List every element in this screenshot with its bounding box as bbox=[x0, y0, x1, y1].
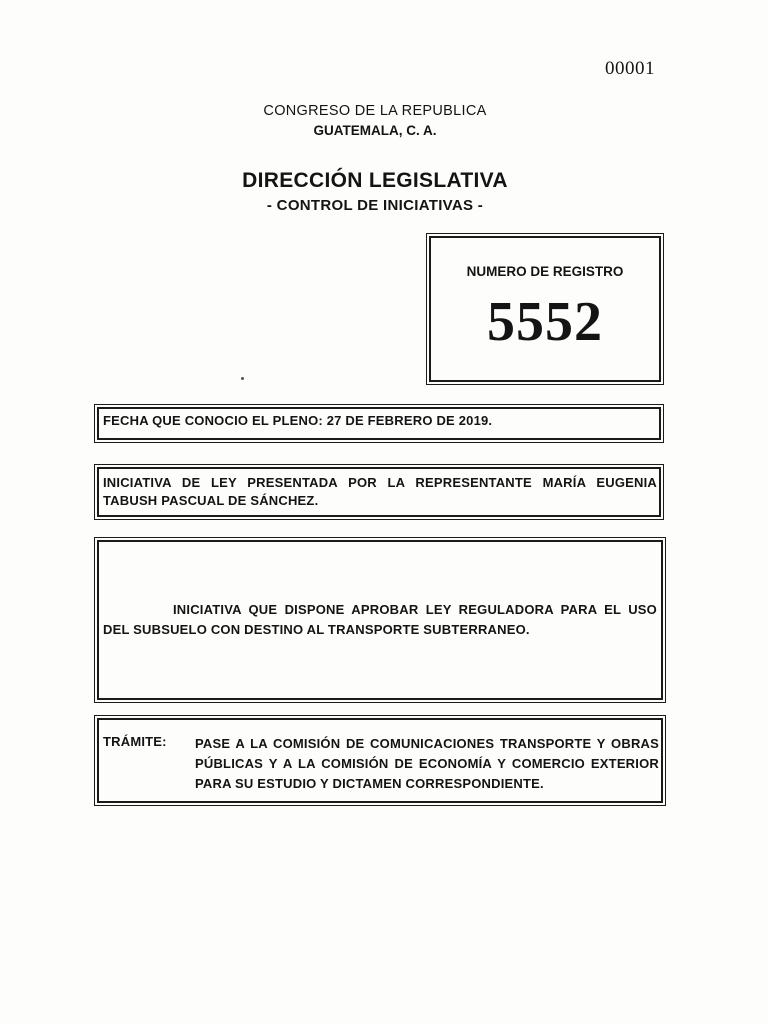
registration-box bbox=[429, 236, 661, 382]
procedure-text: PASE A LA COMISIÓN DE COMUNICACIONES TRANSPORTE Y OBRAS PÚBLICAS Y A LA COMISIÓN DE ECONOMÍA Y COMERCIO EXTERIOR PARA SU ESTUDIO Y DICTAMEN CORRESPONDIENTE. bbox=[195, 736, 659, 791]
congress-name: CONGRESO DE LA REPUBLICA bbox=[263, 103, 487, 119]
page-folio-number: 00001 bbox=[605, 58, 655, 79]
registration-number: 5552 bbox=[487, 291, 603, 353]
date-box bbox=[97, 407, 661, 440]
procedure-box bbox=[97, 718, 663, 803]
document-subtitle: - CONTROL DE INICIATIVAS - bbox=[266, 197, 484, 214]
document-title: DIRECCIÓN LEGISLATIVA bbox=[242, 169, 508, 192]
procedure-label: TRÁMITE: bbox=[103, 734, 167, 749]
plenary-date: FECHA QUE CONOCIO EL PLENO: 27 DE FEBRERO DE 2019. bbox=[103, 413, 493, 428]
registration-label: NUMERO DE REGISTRO bbox=[466, 264, 624, 279]
presenter-box bbox=[97, 467, 661, 517]
scan-speck bbox=[241, 377, 244, 380]
presenter-text: INICIATIVA DE LEY PRESENTADA POR LA REPRESENTANTE MARÍA EUGENIA TABUSH PASCUAL DE SÁNCHEZ. bbox=[103, 475, 657, 508]
country-name: GUATEMALA, C. A. bbox=[313, 123, 437, 138]
description-box bbox=[97, 540, 663, 700]
initiative-description: INICIATIVA QUE DISPONE APROBAR LEY REGULADORA PARA EL USO DEL SUBSUELO CON DESTINO AL TRANSPORTE SUBTERRANEO. bbox=[103, 602, 657, 637]
